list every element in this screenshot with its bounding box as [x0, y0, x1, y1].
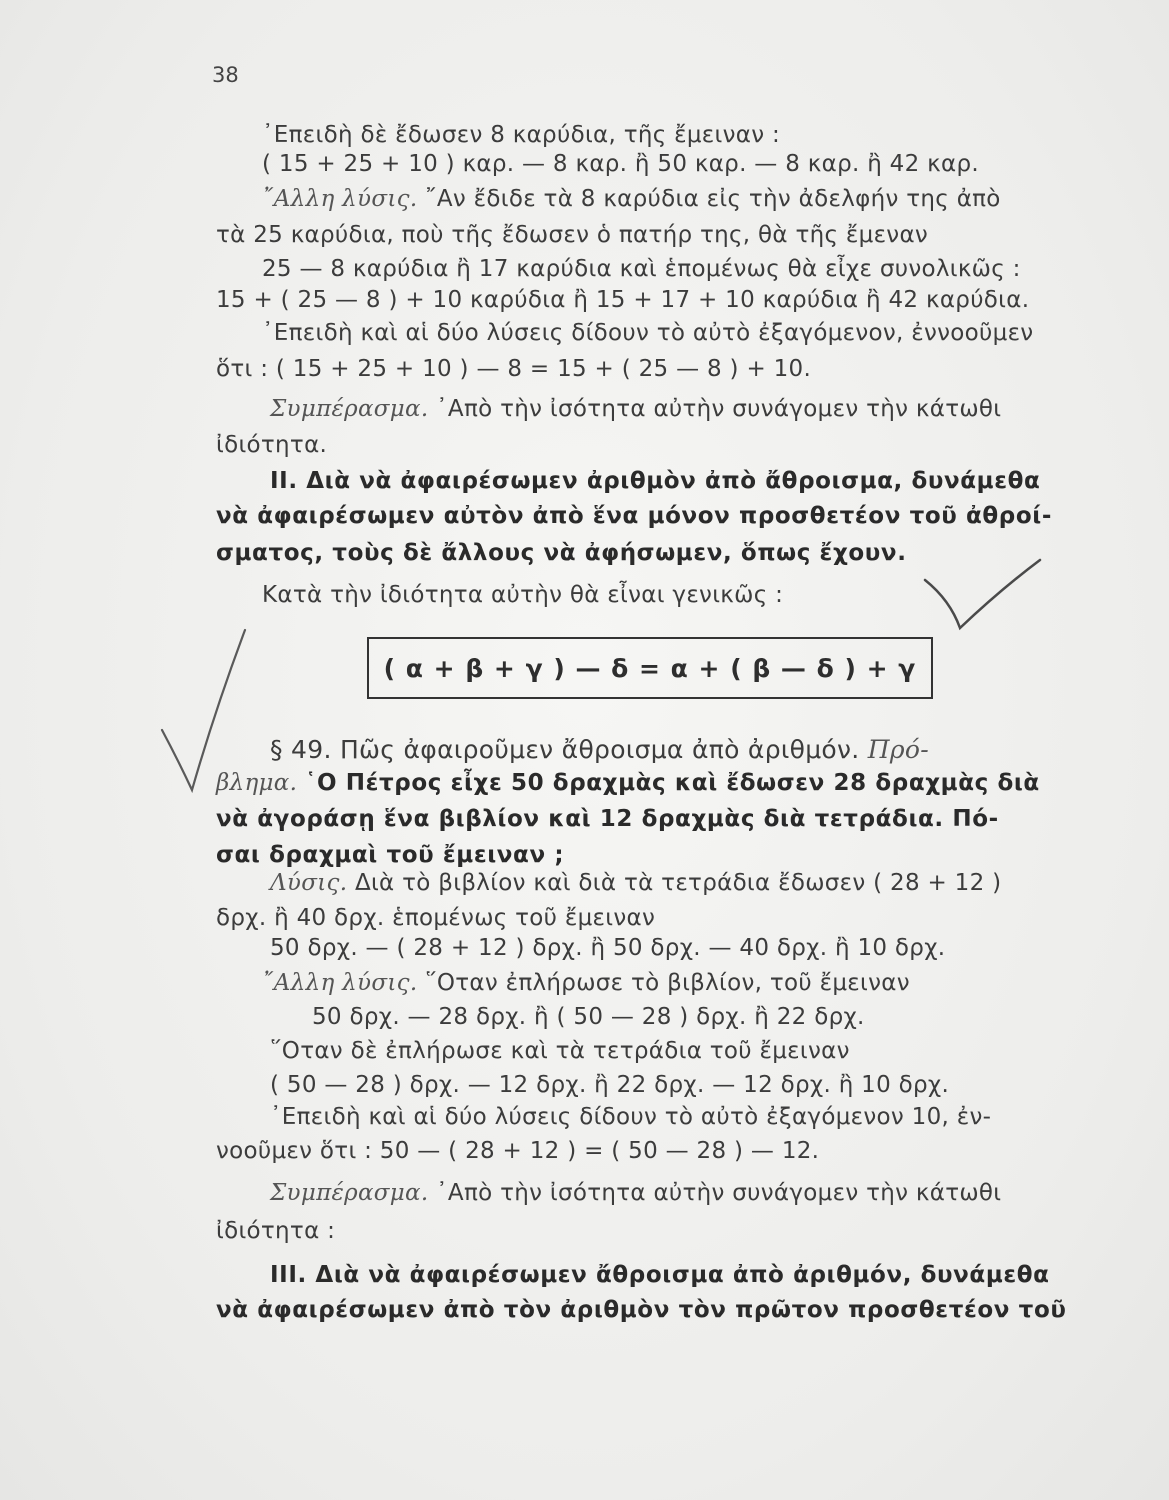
problem-text-line: σαι δραχμαὶ τοῦ ἔμειναν ;	[216, 842, 565, 868]
text-line: ( 50 — 28 ) δρχ. — 12 δρχ. ἢ 22 δρχ. — 12 δρχ. ἢ 10 δρχ.	[270, 1072, 950, 1098]
check-mark-icon	[162, 630, 245, 790]
page-number: 38	[212, 63, 239, 87]
text-line	[270, 1180, 1001, 1206]
text-line: 25 — 8 καρύδια ἢ 17 καρύδια καὶ ἑπομένως θὰ εἶχε συνολικῶς :	[262, 256, 1021, 282]
italic-heading: βλημα.	[216, 770, 298, 796]
text-line: ᾽Επειδὴ δὲ ἔδωσεν 8 καρύδια, τῆς ἔμειναν :	[262, 122, 781, 148]
section-heading	[270, 735, 929, 764]
rule-statement-line: σματος, τοὺς δὲ ἄλλους νὰ ἀφήσωμεν, ὅπως ἔχουν.	[216, 540, 907, 566]
text-line: ὅτι : ( 15 + 25 + 10 ) — 8 = 15 + ( 25 — 8 ) + 10.	[216, 356, 812, 382]
text-line: 50 δρχ. — 28 δρχ. ἢ ( 50 — 28 ) δρχ. ἢ 22 δρχ.	[312, 1004, 865, 1030]
text-span: ῎Αν ἔδιδε τὰ 8 καρύδια εἰς τὴν ἀδελφήν της ἀπὸ	[425, 186, 1001, 212]
text-line: Κατὰ τὴν ἰδιότητα αὐτὴν θὰ εἶναι γενικῶς :	[262, 582, 784, 608]
text-line: ῞Οταν δὲ ἐπλήρωσε καὶ τὰ τετράδια τοῦ ἔμειναν	[270, 1038, 850, 1064]
text-span: ᾽Απὸ τὴν ἰσότητα αὐτὴν συνάγομεν τὴν κάτωθι	[436, 1180, 1002, 1206]
rule-statement-line: νὰ ἀφαιρέσωμεν ἀπὸ τὸν ἀριθμὸν τὸν πρῶτον προσθετέον τοῦ	[216, 1297, 1067, 1323]
section-title: § 49. Πῶς ἀφαιροῦμεν ἄθροισμα ἀπὸ ἀριθμόν.	[270, 735, 860, 764]
text-line: δρχ. ἢ 40 δρχ. ἑπομένως τοῦ ἔμειναν	[216, 905, 656, 931]
text-line: ἰδιότητα :	[216, 1218, 336, 1244]
text-line	[262, 970, 910, 996]
text-line	[216, 770, 1040, 796]
italic-heading: Πρό-	[867, 735, 929, 764]
italic-heading: ῎Αλλη λύσις.	[262, 186, 418, 212]
text-line: 50 δρχ. — ( 28 + 12 ) δρχ. ἢ 50 δρχ. — 40 δρχ. ἢ 10 δρχ.	[270, 935, 946, 961]
text-span: ῞Οταν ἐπλήρωσε τὸ βιβλίον, τοῦ ἔμειναν	[425, 970, 910, 996]
problem-text: ῾Ο Πέτρος εἶχε 50 δραχμὰς καὶ ἔδωσεν 28 δραχμὰς διὰ	[304, 770, 1040, 796]
rule-statement-line: νὰ ἀφαιρέσωμεν αὐτὸν ἀπὸ ἕνα μόνον προσθετέον τοῦ ἀθροί-	[216, 503, 1052, 529]
text-line: ( 15 + 25 + 10 ) καρ. — 8 καρ. ἢ 50 καρ. — 8 καρ. ἢ 42 καρ.	[262, 151, 979, 177]
check-mark-icon	[925, 560, 1040, 628]
italic-heading: Συμπέρασμα.	[270, 1180, 429, 1206]
rule-statement-line: II. Διὰ νὰ ἀφαιρέσωμεν ἀριθμὸν ἀπὸ ἄθροισμα, δυνάμεθα	[270, 468, 1041, 494]
rule-statement-line: III. Διὰ νὰ ἀφαιρέσωμεν ἄθροισμα ἀπὸ ἀριθμόν, δυνάμεθα	[270, 1262, 1050, 1288]
text-span: Διὰ τὸ βιβλίον καὶ διὰ τὰ τετράδια ἔδωσεν ( 28 + 12 )	[354, 870, 1002, 896]
text-line: ᾽Επειδὴ καὶ αἱ δύο λύσεις δίδουν τὸ αὐτὸ ἐξαγόμενον 10, ἐν-	[270, 1104, 992, 1130]
text-line	[270, 396, 1001, 422]
problem-text-line: νὰ ἀγοράσῃ ἕνα βιβλίον καὶ 12 δραχμὰς διὰ τετράδια. Πό-	[216, 806, 999, 832]
formula: ( α + β + γ ) — δ = α + ( β — δ ) + γ	[383, 653, 917, 683]
text-line: 15 + ( 25 — 8 ) + 10 καρύδια ἢ 15 + 17 + 10 καρύδια ἢ 42 καρύδια.	[216, 287, 1030, 313]
italic-heading: ῎Αλλη λύσις.	[262, 970, 418, 996]
text-line	[270, 870, 1001, 896]
text-line: νοοῦμεν ὅτι : 50 — ( 28 + 12 ) = ( 50 — 28 ) — 12.	[216, 1138, 820, 1164]
italic-heading: Λύσις.	[270, 870, 348, 896]
italic-heading: Συμπέρασμα.	[270, 396, 429, 422]
text-line: τὰ 25 καρύδια, ποὺ τῆς ἔδωσεν ὁ πατήρ της, θὰ τῆς ἔμεναν	[216, 222, 929, 248]
text-line: ἰδιότητα.	[216, 432, 328, 458]
text-line	[262, 186, 1001, 212]
text-line: ᾽Επειδὴ καὶ αἱ δύο λύσεις δίδουν τὸ αὐτὸ ἐξαγόμενον, ἐννοοῦμεν	[262, 320, 1034, 346]
formula-box	[367, 637, 933, 699]
text-span: ᾽Απὸ τὴν ἰσότητα αὐτὴν συνάγομεν τὴν κάτωθι	[436, 396, 1002, 422]
